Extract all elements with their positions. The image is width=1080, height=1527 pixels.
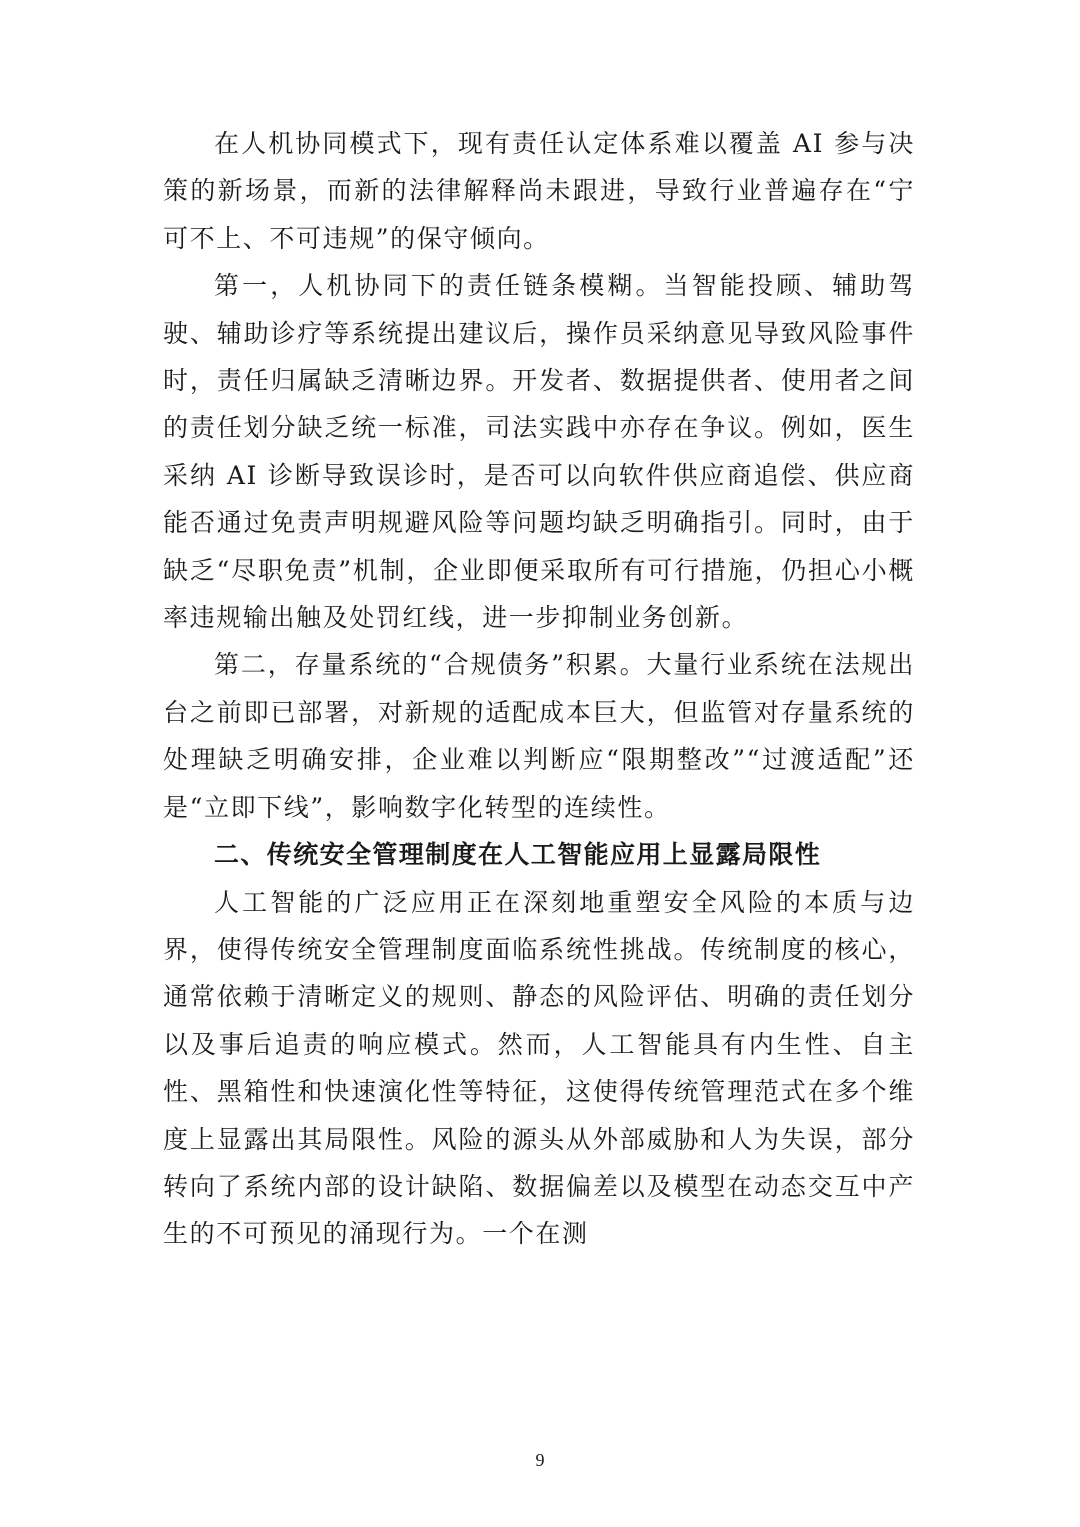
- body-text: [163, 120, 915, 1258]
- paragraph-intro: 在人机协同模式下，现有责任认定体系难以覆盖 AI 参与决策的新场景，而新的法律解释尚未跟进，导致行业普遍存在“宁可不上、不可违规”的保守倾向。: [163, 129, 915, 253]
- paragraph-second-point: 第二，存量系统的“合规债务”积累。大量行业系统在法规出台之前即已部署，对新规的适配成本巨大，但监管对存量系统的处理缺乏明确安排，企业难以判断应“限期整改”“过渡适配”还是“立即下线”，影响数字化转型的连续性。: [163, 650, 915, 822]
- section-heading: 二、传统安全管理制度在人工智能应用上显露局限性: [214, 840, 822, 870]
- page-number: 9: [535, 1450, 545, 1470]
- paragraph-section-body: 人工智能的广泛应用正在深刻地重塑安全风险的本质与边界，使得传统安全管理制度面临系统性挑战。传统制度的核心，通常依赖于清晰定义的规则、静态的风险评估、明确的责任划分以及事后追责的响应模式。然而，人工智能具有内生性、自主性、黑箱性和快速演化性等特征，这使得传统管理范式在多个维度上显露出其局限性。风险的源头从外部威胁和人为失误，部分转向了系统内部的设计缺陷、数据偏差以及模型在动态交互中产生的不可预见的涌现行为。一个在测: [163, 887, 915, 1249]
- paragraph-first-point: 第一，人机协同下的责任链条模糊。当智能投顾、辅助驾驶、辅助诊疗等系统提出建议后，操作员采纳意见导致风险事件时，责任归属缺乏清晰边界。开发者、数据提供者、使用者之间的责任划分缺乏统一标准，司法实践中亦存在争议。例如，医生采纳 AI 诊断导致误诊时，是否可以向软件供应商追偿、供应商能否通过免责声明规避风险等问题均缺乏明确指引。同时，由于缺乏“尽职免责”机制，企业即便采取所有可行措施，仍担心小概率违规输出触及处罚红线，进一步抑制业务创新。: [163, 271, 915, 633]
